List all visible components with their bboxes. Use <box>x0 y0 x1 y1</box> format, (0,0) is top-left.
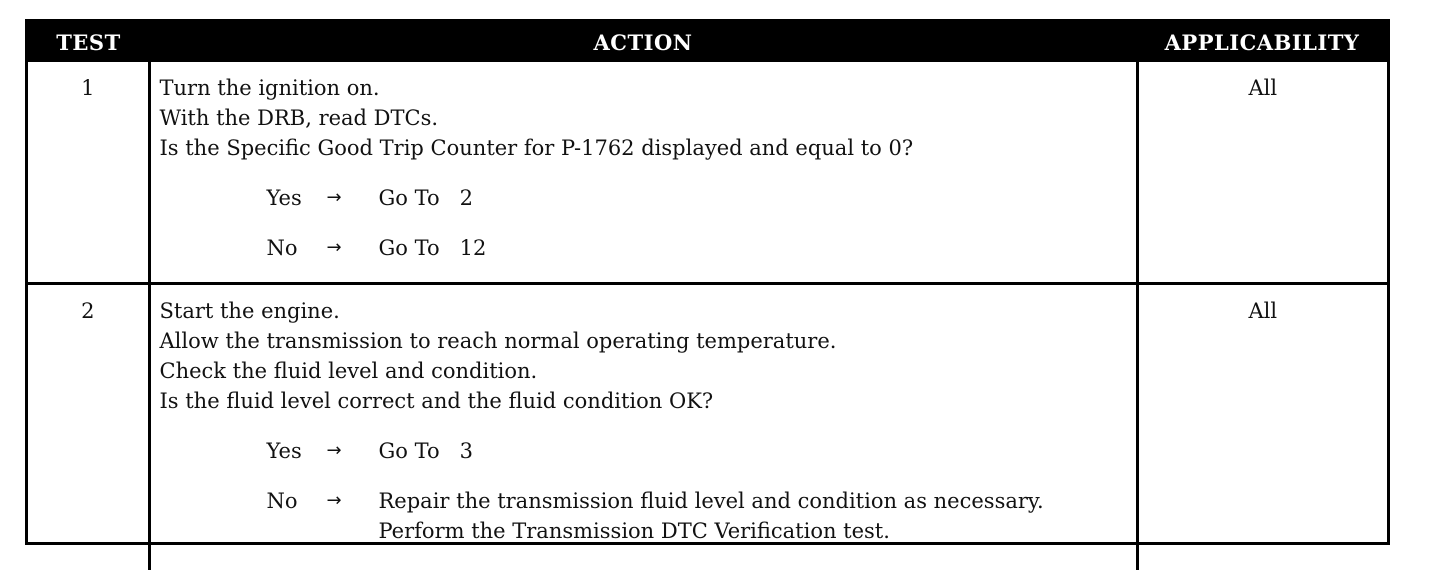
action-cell <box>149 284 1137 571</box>
answer-label: No <box>266 489 298 513</box>
goto-number: 3 <box>459 439 473 463</box>
goto-number: 12 <box>459 236 487 260</box>
test-number: 1 <box>28 62 149 284</box>
action-line: Check the fluid level and condition. <box>159 359 538 383</box>
goto-label: Go To <box>378 186 440 210</box>
action-line: Allow the transmission to reach normal operating temperature. <box>159 329 837 353</box>
test-number: 2 <box>28 284 149 571</box>
arrow-right-icon: → <box>326 237 342 258</box>
outcome-no <box>267 486 1136 546</box>
goto-label: Go To <box>378 439 440 463</box>
result-line: Repair the transmission fluid level and condition as necessary. <box>378 489 1044 513</box>
answer-label: Yes <box>266 186 302 210</box>
arrow-right-icon: → <box>326 490 342 511</box>
table-row <box>28 284 1387 571</box>
outcomes <box>160 436 1136 546</box>
arrow-right-icon: → <box>326 440 342 461</box>
result-line: Perform the Transmission DTC Verification test. <box>378 519 890 543</box>
outcome-yes <box>267 183 1136 213</box>
table-row <box>28 62 1387 284</box>
action-cell <box>149 62 1137 284</box>
table-header-row <box>28 22 1387 62</box>
action-line: Start the engine. <box>159 299 340 323</box>
outcome-no <box>267 233 1136 263</box>
applicability-value: All <box>1137 284 1387 571</box>
answer-label: No <box>266 236 298 260</box>
header-action: ACTION <box>149 22 1137 62</box>
goto-link[interactable] <box>379 233 1136 263</box>
header-applicability: APPLICABILITY <box>1137 22 1387 62</box>
goto-label: Go To <box>378 236 440 260</box>
goto-link[interactable] <box>379 436 1136 466</box>
answer-label: Yes <box>266 439 302 463</box>
action-line: Is the fluid level correct and the fluid condition OK? <box>159 389 714 413</box>
action-line: Turn the ignition on. <box>159 76 380 100</box>
result-text <box>379 486 1136 546</box>
header-test: TEST <box>28 22 149 62</box>
goto-link[interactable] <box>379 183 1136 213</box>
applicability-value: All <box>1137 62 1387 284</box>
goto-number: 2 <box>459 186 473 210</box>
diagnostic-table <box>28 22 1387 570</box>
action-line: Is the Specific Good Trip Counter for P-1762 displayed and equal to 0? <box>159 136 914 160</box>
diagnostic-table-frame <box>25 19 1390 545</box>
arrow-right-icon: → <box>326 187 342 208</box>
outcome-yes <box>267 436 1136 466</box>
outcomes <box>160 183 1136 263</box>
action-line: With the DRB, read DTCs. <box>159 106 439 130</box>
